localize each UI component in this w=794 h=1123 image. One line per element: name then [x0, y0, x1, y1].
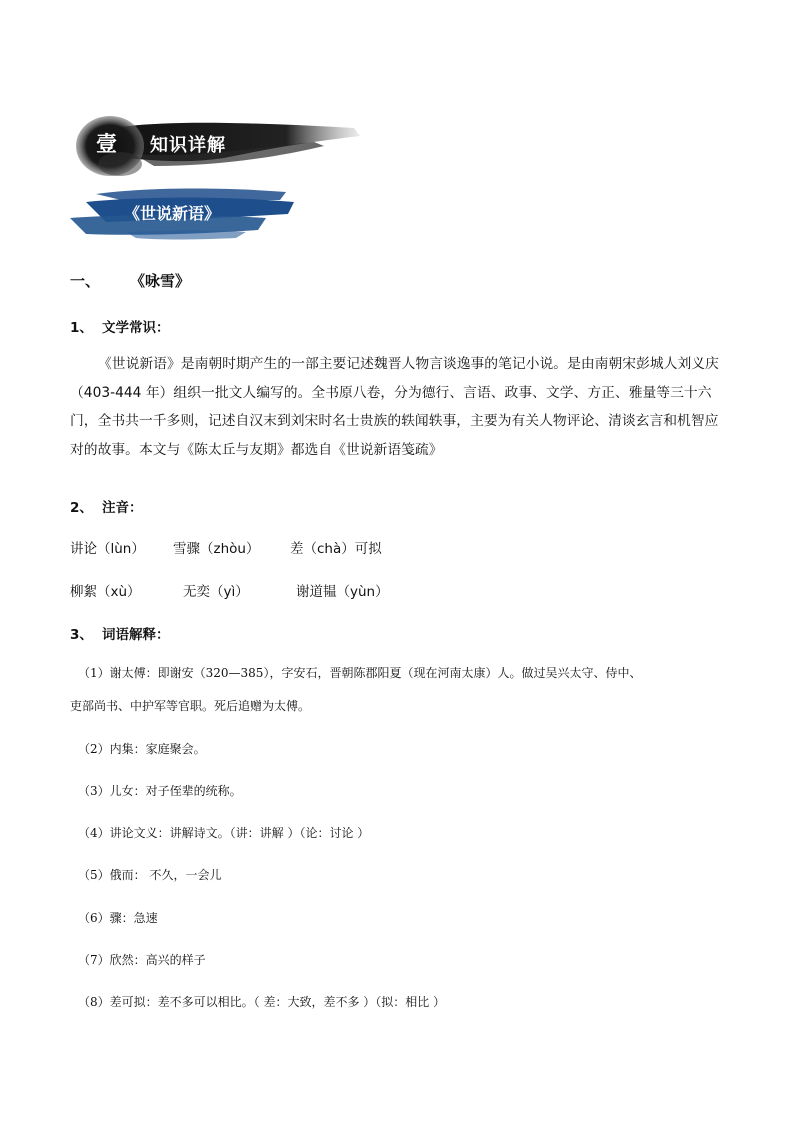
definition-item: （1）谢太傅：即谢安（320—385），字安石，晋朝陈郡阳夏（现在河南太康）人。做过吴兴太守、侍中、: [78, 666, 642, 680]
pinyin-item: 谢道韫（yùn）: [296, 584, 389, 600]
pinyin-item: 柳絮（xù）: [70, 584, 141, 600]
subheading-number: 1、: [70, 320, 93, 336]
subheading-title: 词语解释：: [102, 627, 170, 643]
pinyin-row: [70, 580, 389, 600]
definition-item-continuation: 吏部尚书、中护军等官职。死后追赠为太傅。: [70, 699, 311, 713]
definition-item: （7）欣然：高兴的样子: [78, 953, 206, 967]
section-header-banner: [74, 114, 364, 184]
subheading-pronunciation: [70, 496, 143, 516]
section-number: 壹: [96, 131, 118, 156]
subheading-title: 文学常识：: [102, 320, 170, 336]
definition-item: （3）儿女：对子侄辈的统称。: [78, 784, 242, 798]
section-heading: [70, 270, 190, 291]
pinyin-item: 差（chà）可拟: [290, 541, 382, 557]
definition-item: （8）差可拟：差不多可以相比。（ 差：大致，差不多 ）（拟：相比 ）: [78, 995, 446, 1009]
book-title-banner: [66, 184, 298, 242]
section-heading-number: 一、: [70, 272, 101, 290]
definition-item: （2）内集：家庭聚会。: [78, 742, 206, 756]
subheading-literary-knowledge: [70, 316, 170, 336]
definition-item: （6）骤：急速: [78, 911, 158, 925]
section-heading-title: 《咏雪》: [130, 272, 191, 290]
book-title: 《世说新语》: [124, 204, 221, 223]
literary-knowledge-paragraph: 《世说新语》是南朝时期产生的一部主要记述魏晋人物言谈逸事的笔记小说。是由南朝宋彭城人刘义庆（403-444 年）组织一批文人编写的。全书原八卷，分为德行、言语、政事、文学、方正、雅量等三十六门，全书共一千多则，记述自汉末到刘宋时名士贵族的轶闻轶事，主要为有关人物评论、清谈玄言和机智应对的故事。本文与《陈太丘与友期》都选自《世说新语笺疏》: [70, 356, 719, 458]
definition-item: （4）讲论文义：讲解诗文。（讲：讲解 ）（论：讨论 ）: [78, 826, 370, 840]
pinyin-row: [70, 537, 382, 557]
section-title: 知识详解: [150, 135, 226, 156]
definition-item: （5）俄而： 不久，一会儿: [78, 868, 222, 882]
subheading-word-explanation: [70, 623, 170, 643]
pinyin-item: 讲论（lùn）: [70, 541, 145, 557]
subheading-number: 3、: [70, 627, 93, 643]
subheading-title: 注音：: [102, 500, 143, 516]
subheading-number: 2、: [70, 500, 93, 516]
pinyin-item: 无奕（yì）: [183, 584, 249, 600]
pinyin-item: 雪骤（zhòu）: [173, 541, 260, 557]
